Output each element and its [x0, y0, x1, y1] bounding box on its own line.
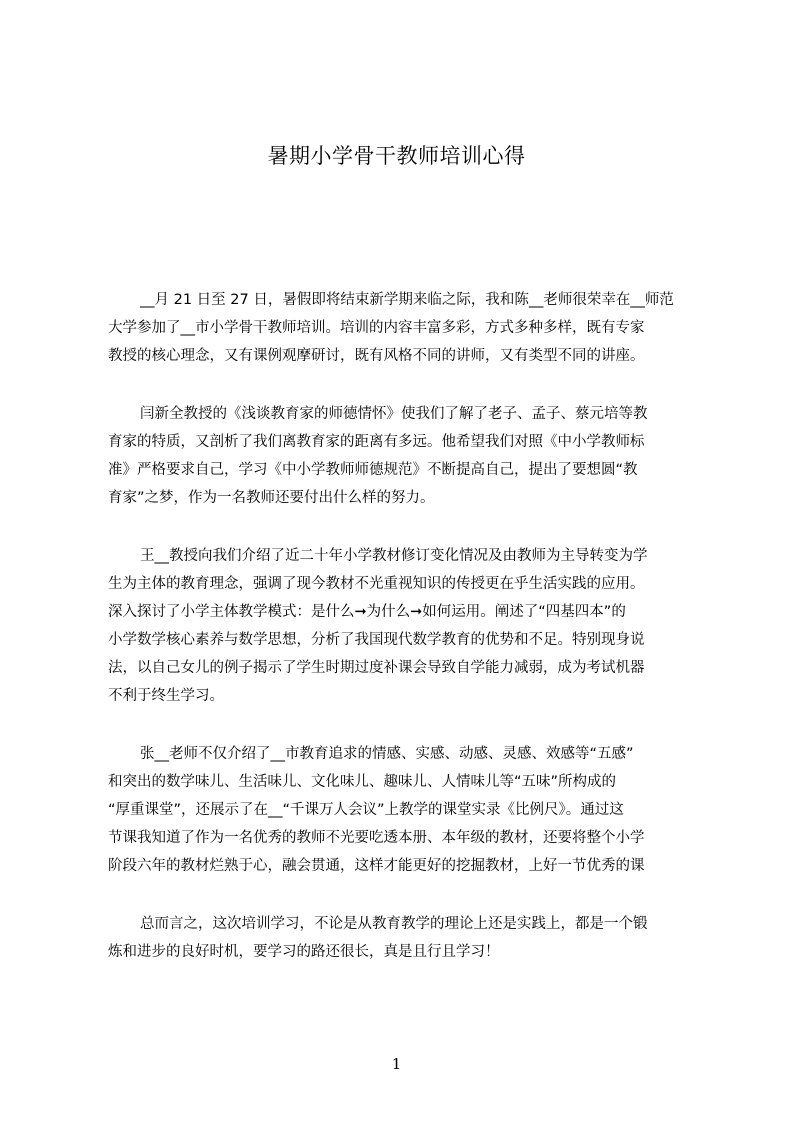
paragraph-line: 和突出的数学味儿、生活味儿、文化味儿、趣味儿、人情味儿等“五味”所构成的 — [108, 774, 617, 790]
document-body — [108, 286, 704, 996]
page-number: 1 — [391, 1055, 402, 1073]
paragraph-5 — [108, 910, 704, 966]
paragraph-1 — [108, 286, 704, 370]
paragraph-line: 炼和进步的良好时机，要学习的路还很长，真是且行且学习！ — [108, 944, 500, 960]
paragraph-2 — [108, 400, 704, 512]
paragraph-line: 王__教授向我们介绍了近二十年小学教材修订变化情况及由教师为主导转变为学 — [140, 548, 648, 564]
paragraph-line: __月 21 日至 27 日，暑假即将结束新学期来临之际，我和陈__老师很荣幸在__师范 — [140, 292, 674, 308]
paragraph-4 — [108, 740, 704, 880]
paragraph-line: 总而言之，这次培训学习，不论是从教育教学的理论上还是实践上，都是一个锻 — [140, 916, 648, 932]
paragraph-line: 大学参加了__市小学骨干教师培训。培训的内容丰富多彩，方式多种多样，既有专家 — [108, 320, 645, 336]
paragraph-line: 不利于终生学习。 — [108, 688, 224, 704]
paragraph-line: 育家的特质，又剖析了我们离教育家的距离有多远。他希望我们对照《中小学教师标 — [108, 434, 645, 450]
document-title: 暑期小学骨干教师培训心得 — [267, 144, 526, 168]
paragraph-line: 闫新全教授的《浅谈教育家的师德情怀》使我们了解了老子、孟子、蔡元培等教 — [140, 406, 648, 422]
paragraph-3 — [108, 542, 704, 710]
paragraph-line: 阶段六年的教材烂熟于心，融会贯通，这样才能更好的挖掘教材，上好一节优秀的课 — [108, 858, 645, 874]
paragraph-line: 生为主体的教育理念，强调了现今教材不光重视知识的传授更在乎生活实践的应用。 — [108, 576, 645, 592]
paragraph-line: 准》严格要求自己，学习《中小学教师师德规范》不断提高自己，提出了要想圆“教 — [108, 462, 638, 478]
paragraph-line: 教授的核心理念，又有课例观摩研讨，既有风格不同的讲师，又有类型不同的讲座。 — [108, 348, 645, 364]
paragraph-line: 育家”之梦，作为一名教师还要付出什么样的努力。 — [108, 490, 435, 506]
paragraph-line: 节课我知道了作为一名优秀的教师不光要吃透本册、本年级的教材，还要将整个小学 — [108, 830, 645, 846]
paragraph-line: 深入探讨了小学主体教学模式：是什么➞为什么➞如何运用。阐述了“四基四本”的 — [108, 604, 626, 620]
paragraph-line: 张__老师不仅介绍了__市教育追求的情感、实感、动感、灵感、效感等“五感” — [140, 746, 634, 762]
paragraph-line: 小学数学核心素养与数学思想，分析了我国现代数学教育的优势和不足。特别现身说 — [108, 632, 645, 648]
paragraph-line: “厚重课堂”，还展示了在__“千课万人会议”上教学的课堂实录《比例尺》。通过这 — [108, 802, 624, 818]
paragraph-line: 法，以自己女儿的例子揭示了学生时期过度补课会导致自学能力减弱，成为考试机器 — [108, 660, 645, 676]
